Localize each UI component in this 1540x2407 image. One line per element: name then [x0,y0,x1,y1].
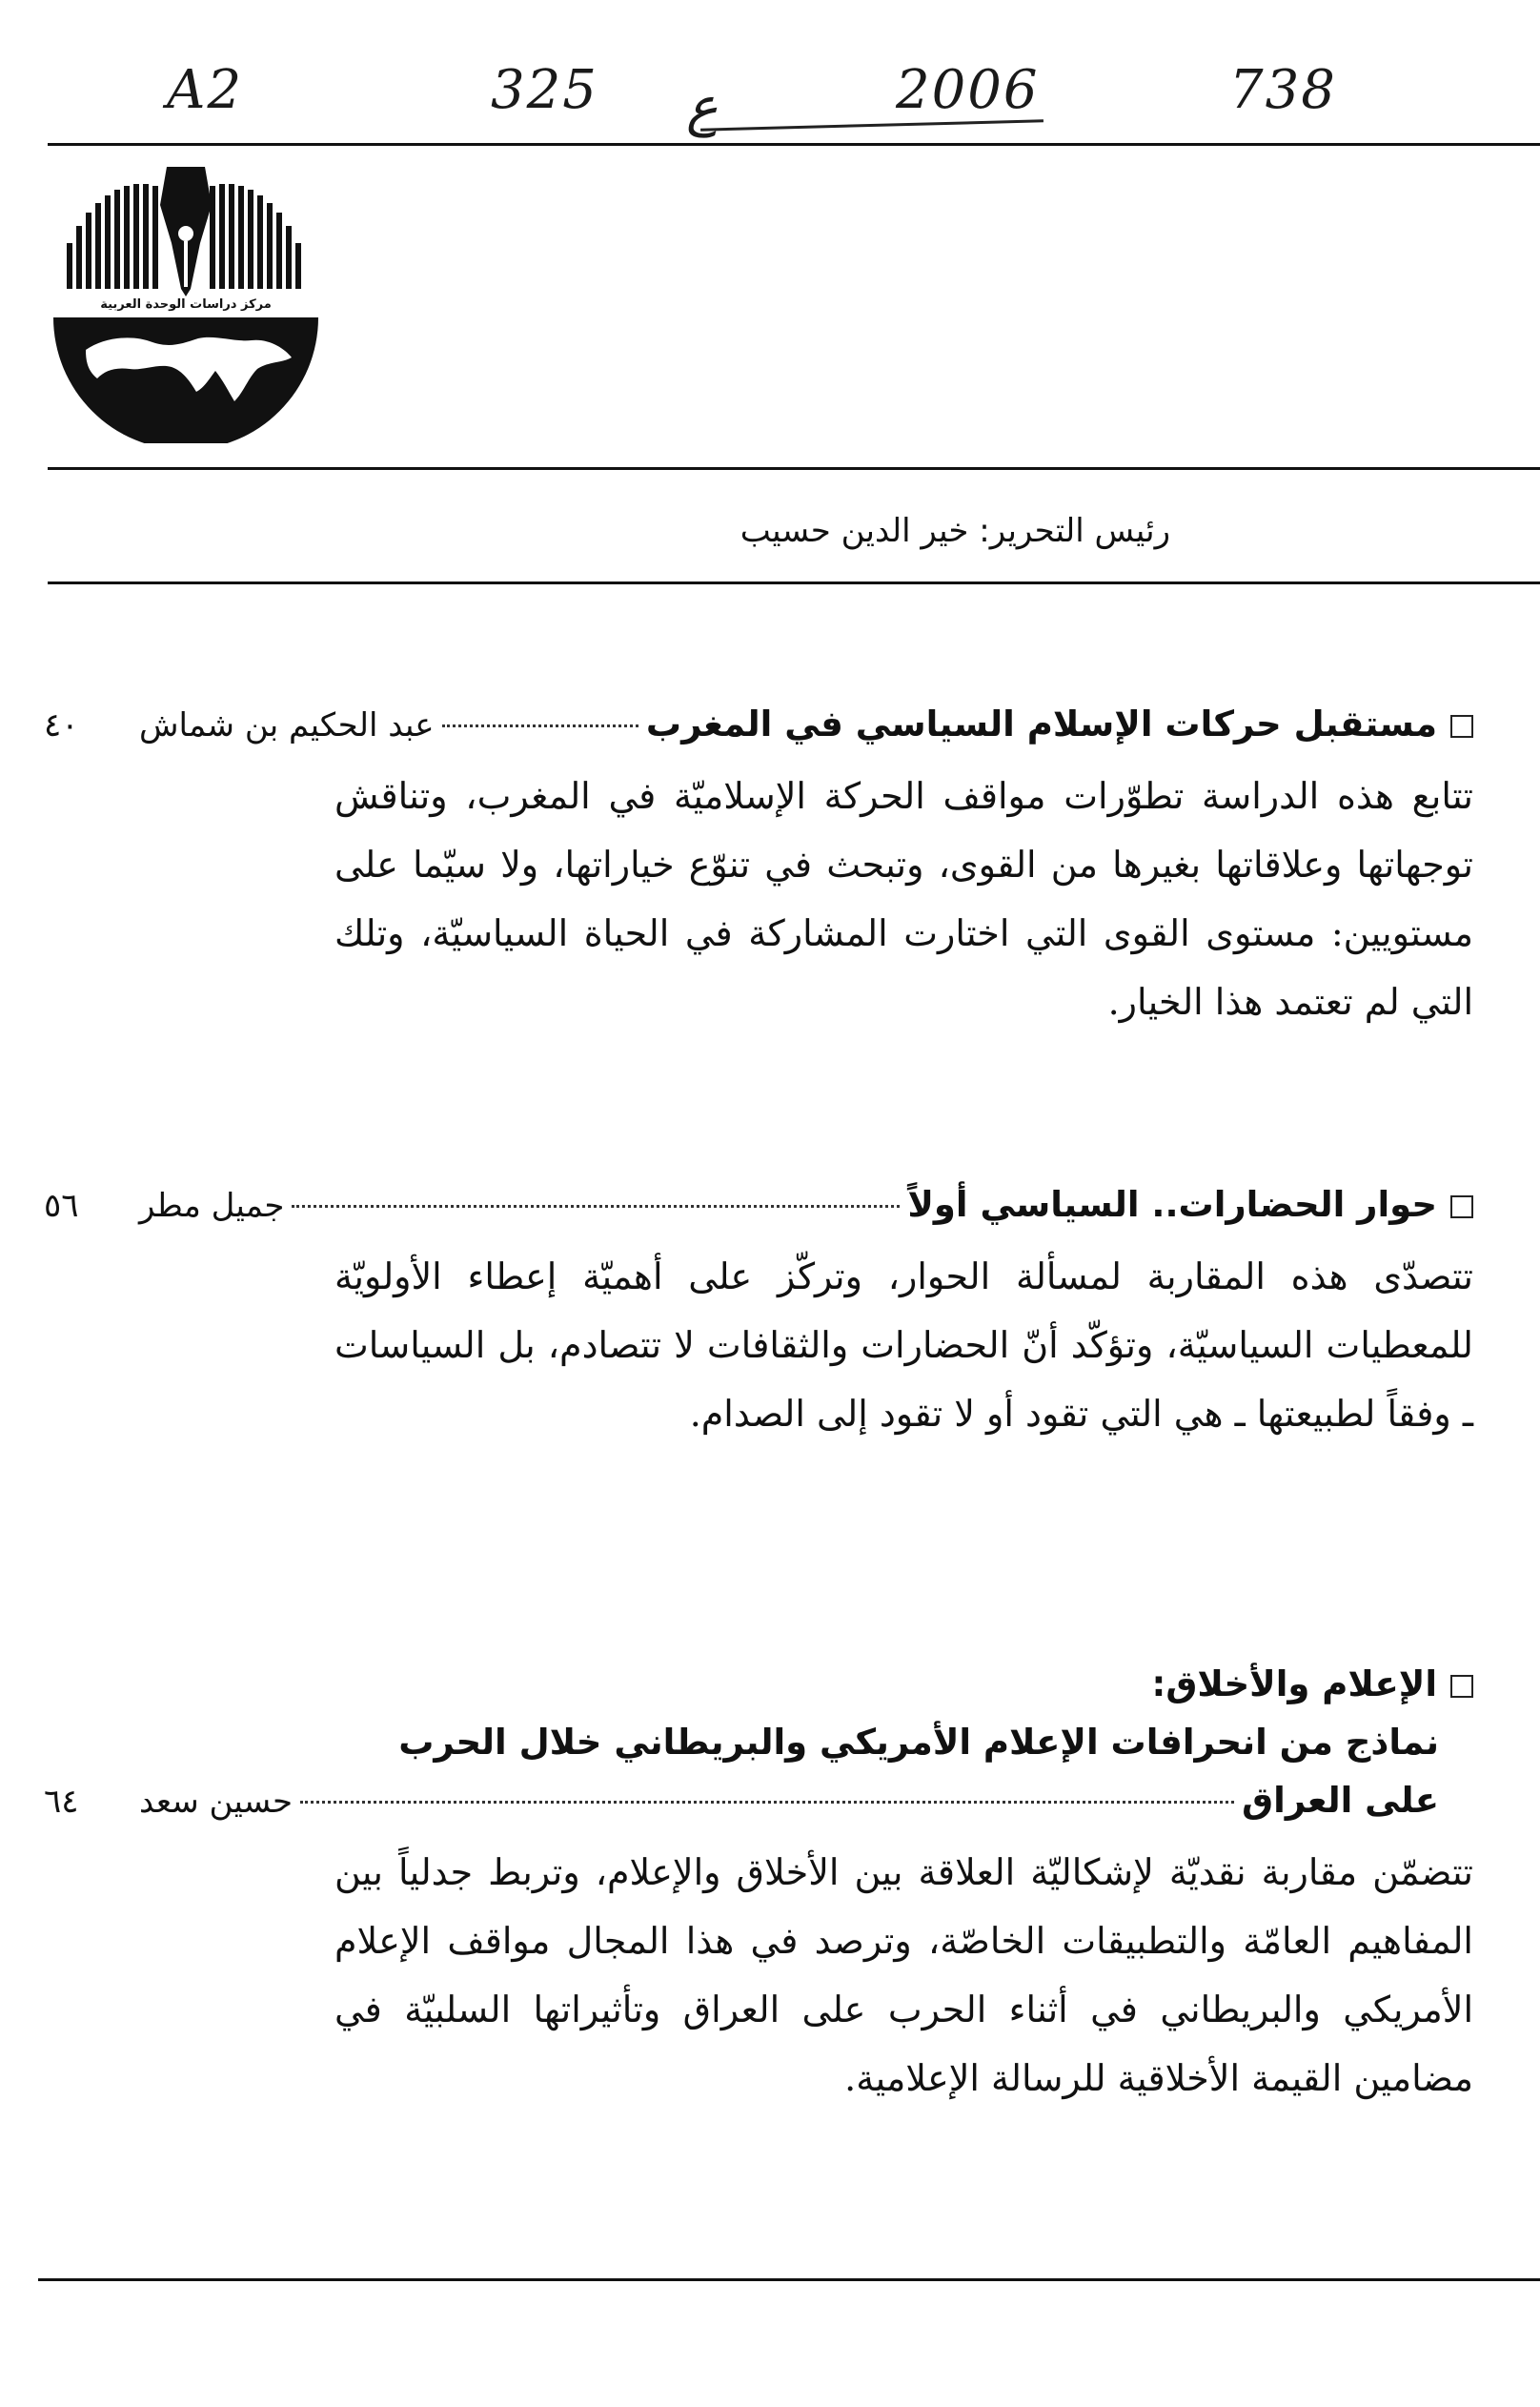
rule-below-editor [48,581,1540,584]
logo-text: مركز دراسات الوحدة العربية [100,297,272,312]
handwritten-issue: 738 [1229,59,1337,121]
article-abstract: تتابع هذه الدراسة تطوّرات مواقف الحركة الإسلاميّة في المغرب، وتناقش توجهاتها وعلاقاتها بغيرها من القوى، وتبحث في تنوّع خياراتها، ولا سيّما على مستويين: مستوى القوى التي اختارت المشاركة في الحياة السياسيّة، وتلك التي لم تعتمد هذا الخيار. [334,775,1473,1023]
article-title-line-2: نماذج من انحرافات الإعلام الأمريكي والبريطاني خلال الحرب [398,1722,1439,1763]
article-author: جميل مطر [139,1187,285,1225]
article-heading [44,704,1473,745]
article-heading-line-1 [44,1663,1473,1704]
editor-in-chief: رئيس التحرير: خير الدين حسيب [740,512,1170,550]
leader-dots [300,1801,1234,1804]
article-title: مستقبل حركات الإسلام السياسي في المغرب [645,704,1437,745]
article-entry [44,1184,1473,1448]
rule-below-logo [48,467,1540,470]
article-page: ٦٤ [44,1783,79,1821]
article-entry [44,704,1473,1036]
checkbox-icon [1450,715,1473,738]
handwritten-year: 2006 [896,59,1040,121]
checkbox-icon [1450,1675,1473,1698]
handwritten-code: A2 [167,59,244,121]
handwritten-underline [700,119,1044,131]
bottom-rule [38,2278,1540,2281]
leader-dots [442,724,638,727]
article-heading-line-3 [44,1780,1439,1821]
article-entry [44,1663,1473,2112]
logo-half-disc [53,317,318,443]
checkbox-icon [1450,1195,1473,1218]
article-title-line-1: الإعلام والأخلاق: [1151,1663,1437,1704]
article-author: حسين سعد [139,1783,294,1821]
top-rule [48,143,1540,146]
leader-dots [292,1205,900,1208]
handwritten-number: 325 [491,59,598,121]
article-abstract: تتصدّى هذه المقاربة لمسألة الحوار، وتركّز على أهميّة إعطاء الأولويّة للمعطيات السياسيّة، وتؤكّد أنّ الحضارات والثقافات لا تتصادم، بل السياسات ـ وفقاً لطبيعتها ـ هي التي تقود أو لا تقود إلى الصدام. [334,1255,1473,1435]
article-title: حوار الحضارات.. السياسي أولاً [907,1184,1437,1225]
article-heading [44,1184,1473,1225]
article-author: عبد الحكيم بن شماش [139,706,435,745]
article-title-line-3: على العراق [1242,1780,1439,1821]
handwritten-letter: ع [686,76,719,138]
article-page: ٤٠ [44,706,79,745]
article-abstract: تتضمّن مقاربة نقديّة لإشكاليّة العلاقة بين الأخلاق والإعلام، وتربط جدلياً بين المفاهيم العامّة والتطبيقات الخاصّة، وترصد في هذا المجال مواقف الإعلام الأمريكي والبريطاني في أثناء الحرب على العراق وتأثيراتها السلبيّة في مضامين القيمة الأخلاقية للرسالة الإعلامية. [334,1851,1474,2099]
article-page: ٥٦ [44,1187,79,1225]
center-logo [48,167,324,443]
